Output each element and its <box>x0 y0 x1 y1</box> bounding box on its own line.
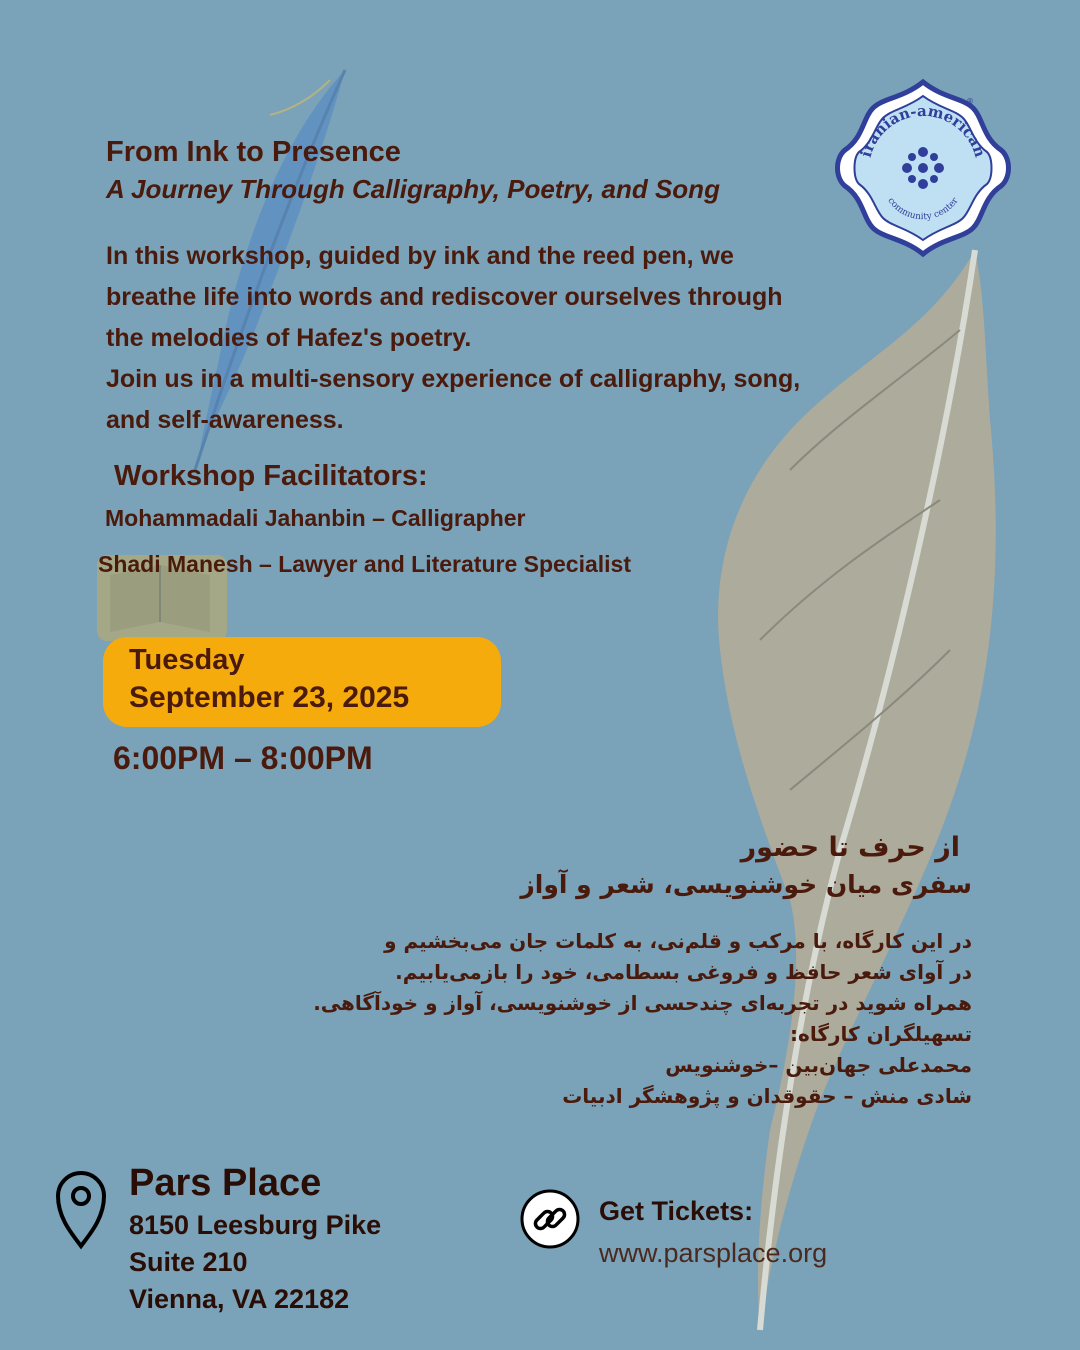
description-line: the melodies of Hafez's poetry. <box>106 324 472 352</box>
facilitators-heading: Workshop Facilitators: <box>114 460 428 492</box>
address-line: Vienna, VA 22182 <box>129 1284 350 1314</box>
event-date: September 23, 2025 <box>129 681 410 714</box>
persian-line: همراه شوید در تجربه‌ای چندحسی از خوشنویسی، آواز و خودآگاهی. <box>313 991 972 1015</box>
venue-address <box>129 1207 381 1318</box>
persian-line: در آوای شعر حافظ و فروغی بسطامی، خود را بازمی‌یابیم. <box>395 960 972 984</box>
event-description <box>106 236 926 441</box>
logo-arc-text: iranian-american <box>856 101 990 160</box>
address-line: Suite 210 <box>129 1247 248 1277</box>
event-title: From Ink to Presence <box>106 136 401 168</box>
venue-name: Pars Place <box>129 1162 322 1204</box>
tickets-link[interactable]: www.parsplace.org <box>599 1238 828 1268</box>
event-subtitle: A Journey Through Calligraphy, Poetry, and Song <box>106 174 720 204</box>
link-icon <box>519 1188 581 1250</box>
address-line: 8150 Leesburg Pike <box>129 1210 382 1240</box>
event-day: Tuesday <box>129 644 245 676</box>
persian-line: شادی منش – حقوقدان و پژوهشگر ادبیات <box>562 1084 972 1108</box>
facilitator-2: Shadi Manesh – Lawyer and Literature Specialist <box>98 551 632 577</box>
map-pin-icon <box>54 1168 108 1250</box>
tickets-heading: Get Tickets: <box>599 1196 754 1226</box>
description-line: Join us in a multi-sensory experience of calligraphy, song, <box>106 365 801 393</box>
persian-line: تسهیلگران کارگاه: <box>790 1022 972 1046</box>
description-line: breathe life into words and rediscover ourselves through <box>106 283 783 311</box>
event-time: 6:00PM – 8:00PM <box>113 740 373 776</box>
facilitator-1: Mohammadali Jahanbin – Calligrapher <box>105 505 526 531</box>
logo-inner-text: community center <box>885 196 961 223</box>
iacc-logo <box>833 78 1013 258</box>
persian-line: در این کارگاه، با مرکب و قلم‌نی، به کلمات جان می‌بخشیم و <box>384 929 972 953</box>
persian-title: از حرف تا حضور <box>740 832 960 863</box>
persian-subtitle: سفری میان خوشنویسی، شعر و آواز <box>520 870 972 899</box>
description-line: In this workshop, guided by ink and the reed pen, we <box>106 242 734 270</box>
description-line: and self-awareness. <box>106 406 344 434</box>
persian-line: محمدعلی جهان‌بین –خوشنویس <box>665 1053 972 1077</box>
persian-body <box>313 926 972 1112</box>
registered-mark: ® <box>966 97 974 106</box>
